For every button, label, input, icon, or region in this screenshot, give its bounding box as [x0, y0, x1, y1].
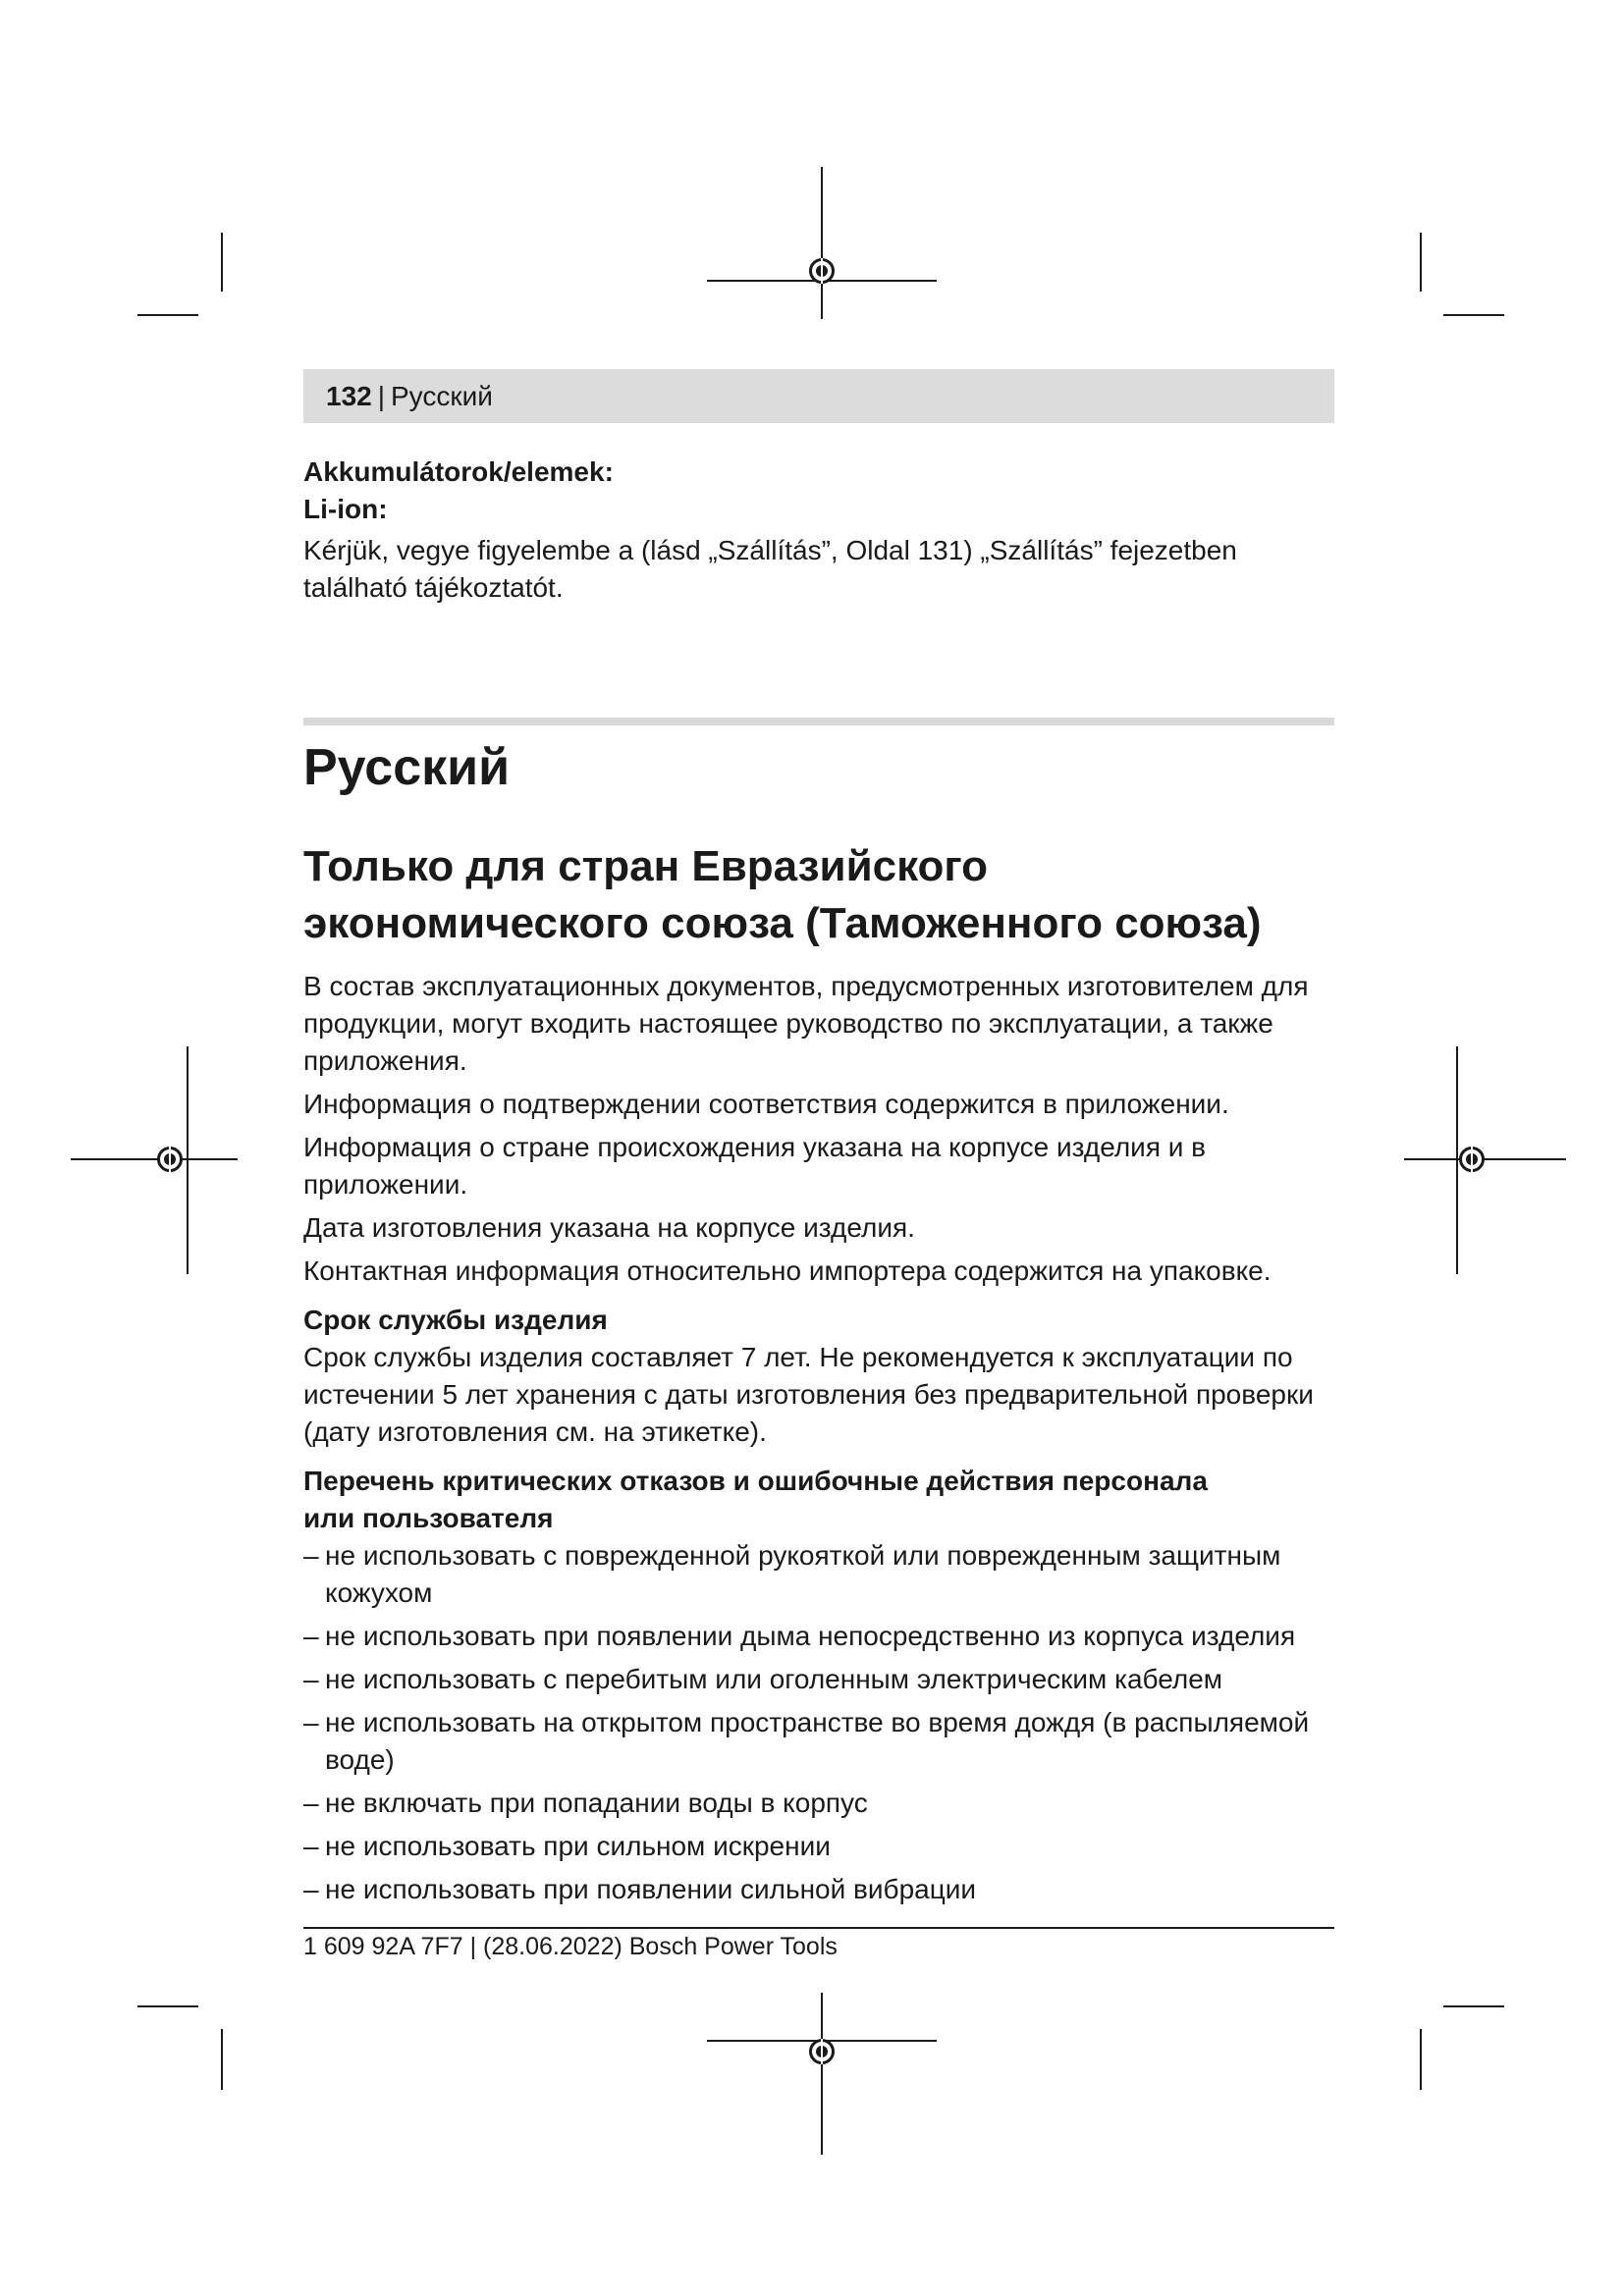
- list-item: – не использовать с перебитым или оголенным электрическим кабелем: [303, 1661, 1334, 1698]
- page-footer: 1 609 92A 7F7 | (28.06.2022) Bosch Power Tools: [303, 1933, 838, 1960]
- list-item: – не использовать с поврежденной рукояткой или поврежденным защитным кожухом: [303, 1537, 1334, 1612]
- paragraph: Информация о подтверждении соответствия содержится в приложении.: [303, 1089, 1229, 1119]
- list-item: – не использовать при сильном искрении: [303, 1828, 1334, 1865]
- li-ion-heading: Li-ion:: [303, 494, 388, 524]
- list-item: – не использовать на открытом пространстве во время дождя (в распыляемой воде): [303, 1704, 1334, 1779]
- page-number: 132: [326, 381, 372, 411]
- page-header: [303, 369, 1334, 423]
- transport-note: Kérjük, vegye figyelembe a (lásd „Szállítás”, Oldal 131) „Szállítás” fejezetben található tájékoztatót.: [303, 535, 1237, 603]
- russian-section: [303, 738, 1334, 1914]
- section-divider: [303, 718, 1334, 725]
- page-title: Русский: [303, 739, 511, 796]
- intro-paragraphs: [303, 968, 1334, 1290]
- registration-mark-icon: [809, 2039, 835, 2064]
- header-text: [326, 381, 493, 412]
- header-section: Русский: [391, 381, 493, 411]
- failures-list: [303, 1537, 1334, 1908]
- paragraph: Информация о стране происхождения указана на корпусе изделия и в приложении.: [303, 1132, 1207, 1200]
- hungarian-section: [303, 454, 1334, 607]
- footer-rule: [303, 1927, 1334, 1929]
- section-subtitle: Только для стран Евразийского экономического союза (Таможенного союза): [303, 842, 1262, 947]
- list-item: – не включать при попадании воды в корпус: [303, 1785, 1334, 1822]
- batteries-heading: Akkumulátorok/elemek:: [303, 456, 614, 487]
- paragraph: Дата изготовления указана на корпусе изделия.: [303, 1212, 915, 1243]
- service-life-text: Срок службы изделия составляет 7 лет. Не рекомендуется к эксплуатации по истечении 5 лет хранения с даты изготовления без предварительной проверки (дату изготовления см. на этикетке).: [303, 1342, 1314, 1447]
- registration-mark-icon: [809, 258, 835, 284]
- service-life-heading: Срок службы изделия: [303, 1305, 608, 1335]
- paragraph: В состав эксплуатационных документов, предусмотренных изготовителем для продукции, могут входить настоящее руководство по эксплуатации, а также приложения.: [303, 971, 1309, 1076]
- registration-mark-icon: [157, 1147, 183, 1172]
- list-item: – не использовать при появлении дыма непосредственно из корпуса изделия: [303, 1618, 1334, 1655]
- failures-heading: Перечень критических отказов и ошибочные действия персонала или пользователя: [303, 1466, 1208, 1533]
- paragraph: Контактная информация относительно импортера содержится на упаковке.: [303, 1255, 1272, 1286]
- list-item: – не использовать при появлении сильной вибрации: [303, 1871, 1334, 1908]
- header-separator: |: [377, 381, 385, 411]
- registration-mark-icon: [1459, 1147, 1485, 1172]
